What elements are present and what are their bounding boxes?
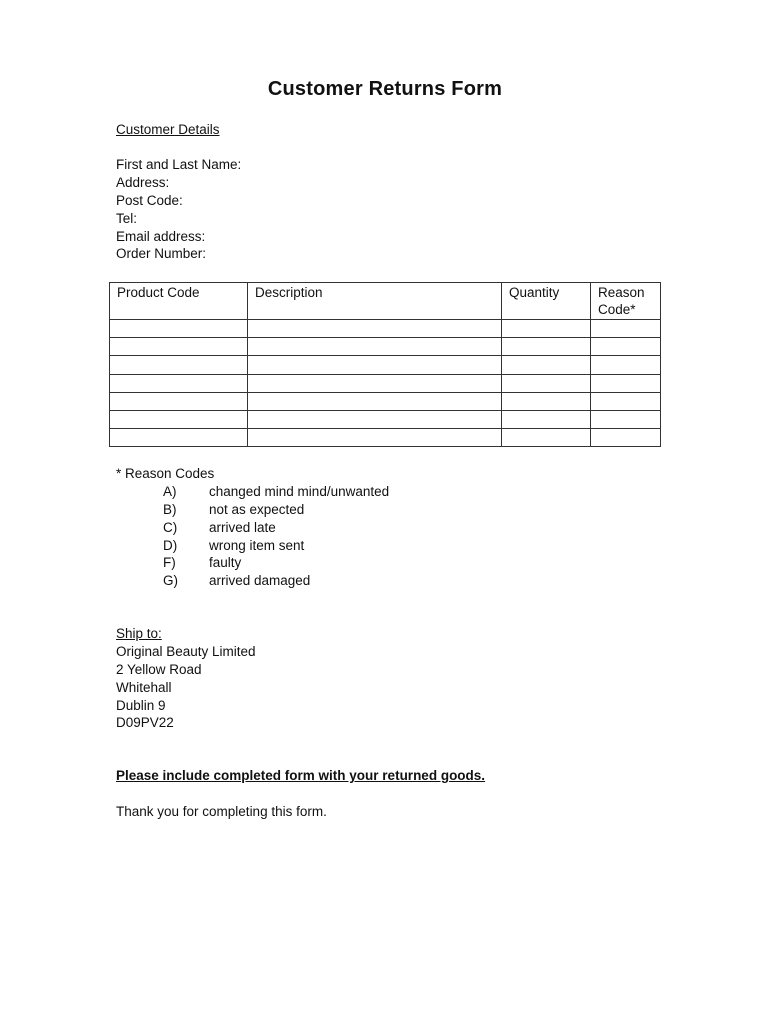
post-code-field-label: Post Code: (116, 192, 183, 208)
customer-details-fields (116, 156, 241, 263)
table-cell (591, 338, 661, 356)
table-cell (248, 392, 502, 410)
table-cell (591, 320, 661, 338)
table-cell (110, 429, 248, 447)
ship-to-heading: Ship to: (116, 626, 162, 641)
address-line-eircode: D09PV22 (116, 715, 174, 731)
reason-code-item (116, 483, 390, 501)
include-form-notice: Please include completed form with your returned goods. (116, 768, 486, 783)
order-number-field-label: Order Number: (116, 246, 207, 262)
reason-letter: C) (163, 519, 178, 535)
reason-text: arrived late (209, 519, 276, 535)
table-row (110, 429, 661, 447)
table-cell (502, 374, 591, 392)
table-cell (110, 410, 248, 428)
address-line-city: Dublin 9 (116, 697, 166, 713)
table-cell (591, 429, 661, 447)
reason-codes-heading: * Reason Codes (116, 466, 215, 481)
reason-codes (116, 465, 390, 590)
address-line-company: Original Beauty Limited (116, 643, 256, 659)
table-cell (110, 356, 248, 374)
reason-code-item (116, 501, 305, 519)
table-cell (591, 410, 661, 428)
table-cell (502, 320, 591, 338)
thank-you-message: Thank you for completing this form. (116, 804, 327, 819)
address-line-street: 2 Yellow Road (116, 661, 202, 677)
table-cell (248, 429, 502, 447)
table-cell (502, 392, 591, 410)
email-field-label: Email address: (116, 228, 206, 244)
reason-code-item (116, 554, 242, 572)
table-cell (591, 392, 661, 410)
header-quantity: Quantity (502, 283, 591, 320)
table-cell (248, 320, 502, 338)
returns-table (109, 282, 661, 447)
table-cell (248, 374, 502, 392)
reason-letter: D) (163, 537, 178, 553)
header-description: Description (248, 283, 502, 320)
header-product-code: Product Code (110, 283, 248, 320)
table-cell (502, 410, 591, 428)
table-row (110, 320, 661, 338)
ship-to-address (116, 625, 256, 732)
table-row (110, 374, 661, 392)
reason-letter: F) (163, 555, 176, 571)
table-cell (110, 338, 248, 356)
reason-text: not as expected (209, 501, 305, 517)
table-row (110, 356, 661, 374)
header-reason-code: Reason Code* (591, 283, 661, 320)
table-cell (502, 429, 591, 447)
reason-letter: B) (163, 501, 177, 517)
reason-text: wrong item sent (209, 537, 305, 553)
section-heading: Customer Details (116, 122, 220, 137)
table-row (110, 338, 661, 356)
table-row (110, 410, 661, 428)
table-cell (110, 374, 248, 392)
reason-text: faulty (209, 555, 242, 571)
reason-text: changed mind mind/unwanted (209, 483, 390, 499)
reason-letter: G) (163, 573, 178, 589)
reason-letter: A) (163, 483, 177, 499)
reason-code-item (116, 572, 311, 590)
address-field-label: Address: (116, 174, 170, 190)
page-title: Customer Returns Form (267, 78, 503, 100)
table-cell (110, 320, 248, 338)
table-cell (248, 410, 502, 428)
reason-text: arrived damaged (209, 573, 311, 589)
reason-code-item (116, 519, 276, 537)
reason-code-item (116, 537, 305, 555)
table-cell (248, 356, 502, 374)
table-cell (110, 392, 248, 410)
customer-details-heading (116, 121, 220, 139)
table-cell (248, 338, 502, 356)
tel-field-label: Tel: (116, 210, 138, 226)
name-field-label: First and Last Name: (116, 157, 242, 172)
table-cell (502, 338, 591, 356)
table-header-row (110, 283, 661, 320)
address-line-area: Whitehall (116, 679, 172, 695)
table-cell (591, 374, 661, 392)
table-cell (502, 356, 591, 374)
table-cell (591, 356, 661, 374)
table-row (110, 392, 661, 410)
